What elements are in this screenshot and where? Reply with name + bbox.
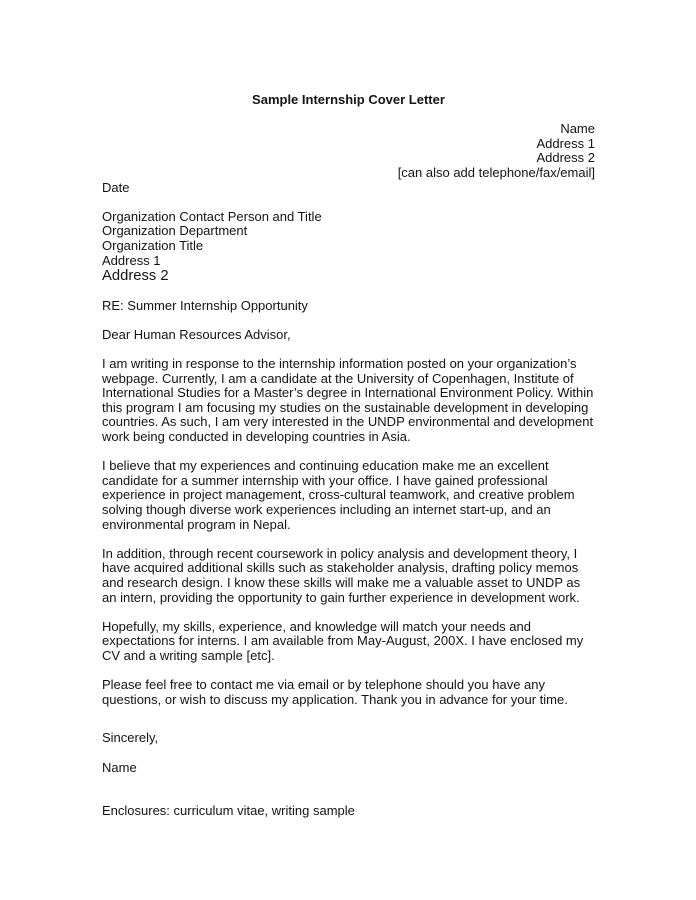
body-paragraph-1: I am writing in response to the internship information posted on your organization’s webpage. Currently, I am a candidate at the University of Copenhagen, Institute of International Studies for a Master’s degree in International Environment Policy. Within this program I am focusing my studies on the sustainable development in developing countries. As such, I am very interested in the UNDP environmental and development work being conducted in developing countries in Asia. <box>102 356 594 445</box>
body-paragraph-4: Hopefully, my skills, experience, and knowledge will match your needs and expectations for interns. I am available from May-August, 200X. I have enclosed my CV and a writing sample [etc]. <box>102 618 584 663</box>
enclosures-line: Enclosures: curriculum vitae, writing sample <box>102 803 355 819</box>
recipient-department: Organization Department <box>102 223 248 239</box>
body-paragraph-2: I believe that my experiences and continuing education make me an excellent candidate for a summer internship with your office. I have gained professional experience in project management, cross-cultural teamwork, and creative problem solving though diverse work experiences including an internet start-up, and an environmental program in Nepal. <box>102 458 575 532</box>
closing: Sincerely, <box>102 730 159 746</box>
subject-line: RE: Summer Internship Opportunity <box>102 297 308 313</box>
sender-address-2: Address 2 <box>536 150 595 166</box>
sender-contact-note: [can also add telephone/fax/email] <box>397 164 595 180</box>
sender-name: Name <box>560 121 595 137</box>
recipient-address-block <box>102 210 595 284</box>
date-line: Date <box>102 179 130 195</box>
body-paragraph-5: Please feel free to contact me via email or by telephone should you have any questions, or wish to discuss my application. Thank you in advance for your time. <box>102 677 568 707</box>
signature-name: Name <box>102 759 137 775</box>
salutation: Dear Human Resources Advisor, <box>102 326 291 342</box>
body-paragraph-3: In addition, through recent coursework in policy analysis and development theory, I have acquired additional skills such as stakeholder analysis, drafting policy memos and research design. I know these skills will make me a valuable asset to UNDP as an intern, providing the opportunity to gain further experience in development work. <box>102 545 581 605</box>
sender-address-1: Address 1 <box>536 135 595 151</box>
recipient-address-2: Address 2 <box>102 268 169 285</box>
sender-address-block <box>102 122 595 180</box>
recipient-address-1: Address 1 <box>102 252 161 268</box>
recipient-contact-person: Organization Contact Person and Title <box>102 208 322 224</box>
recipient-organization-title: Organization Title <box>102 237 204 253</box>
document-title: Sample Internship Cover Letter <box>252 92 445 107</box>
